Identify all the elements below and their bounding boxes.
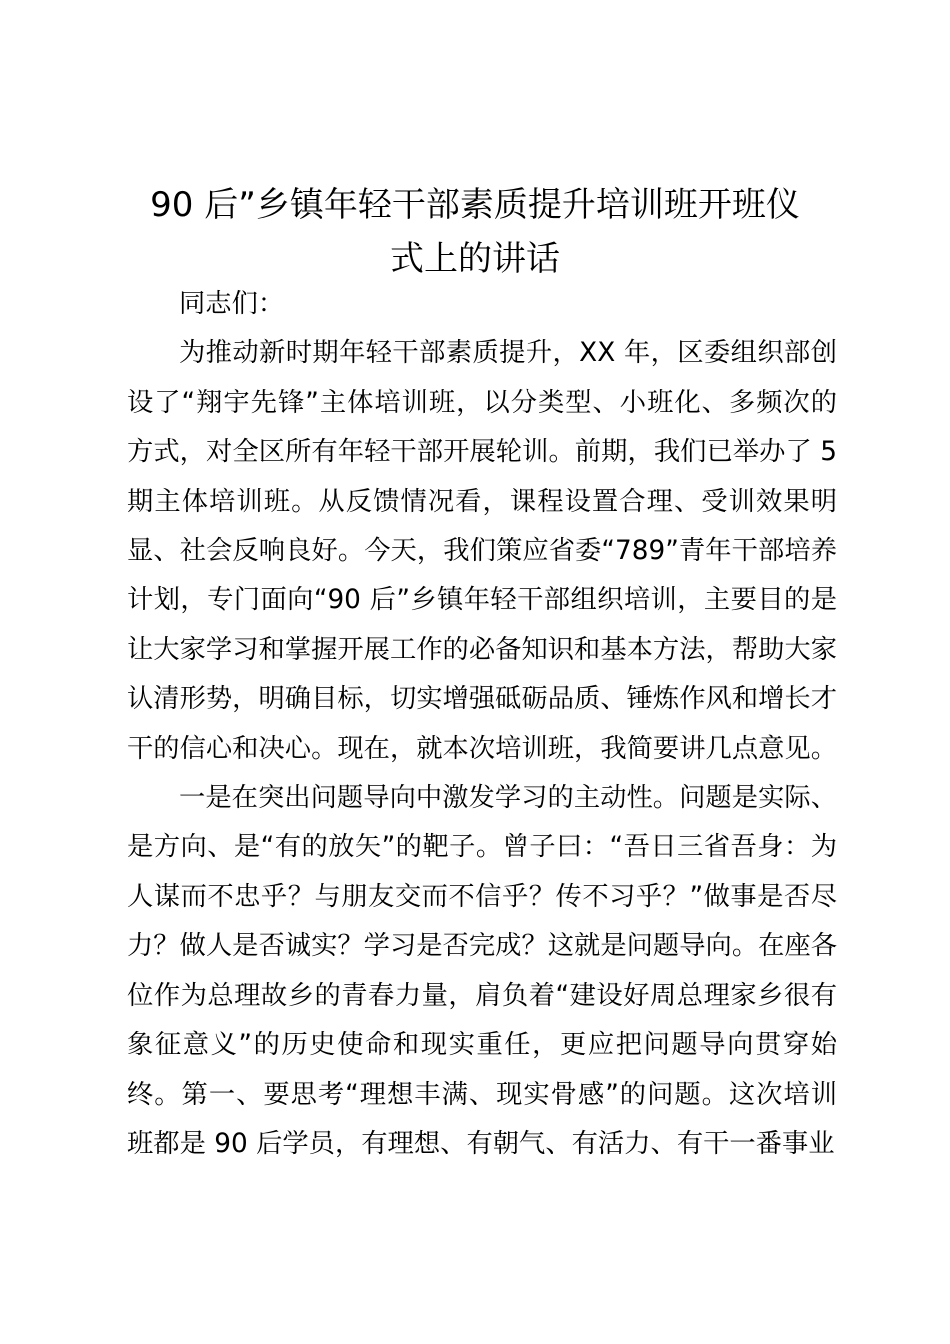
paragraph-2: 一是在突出问题导向中激发学习的主动性。问题是实际、是方向、是“有的放矢”的靶子。曾子曰：“吾日三省吾身：为人谋而不忠乎？与朋友交而不信乎？传不习乎？”做事是否尽力？做人是否诚实？学习是否完成？这就是问题导向。在座各位作为总理故乡的青春力量，肩负着“建设好周总理家乡很有象征意义”的历史使命和现实重任，更应把问题导向贯穿始终。第一、要思考“理想丰满、现实骨感”的问题。这次培训班都是 90 后学员，有理想、有朝气、有活力、有干一番事业: [127, 783, 838, 1159]
salutation: 同志们：: [179, 289, 285, 319]
document-body: [127, 280, 837, 1169]
paragraph-1: 为推动新时期年轻干部素质提升，XX 年，区委组织部创设了“翔宇先锋”主体培训班，以分类型、小班化、多频次的方式，对全区所有年轻干部开展轮训。前期，我们已举办了 5 期主体培训班。从反馈情况看，课程设置合理、受训效果明显、社会反响良好。今天，我们策应省委“789”青年干部培养计划，专门面向“90 后”乡镇年轻干部组织培训，主要目的是让大家学习和掌握开展工作的必备知识和基本方法，帮助大家认清形势，明确目标，切实增强砥砺品质、锤炼作风和增长才干的信心和决心。现在，就本次培训班，我简要讲几点意见。: [127, 338, 838, 764]
title-line-1: 90 后”乡镇年轻干部素质提升培训班开班仪: [150, 185, 800, 225]
document-title: [120, 178, 830, 286]
title-line-2: 式上的讲话: [390, 239, 560, 279]
